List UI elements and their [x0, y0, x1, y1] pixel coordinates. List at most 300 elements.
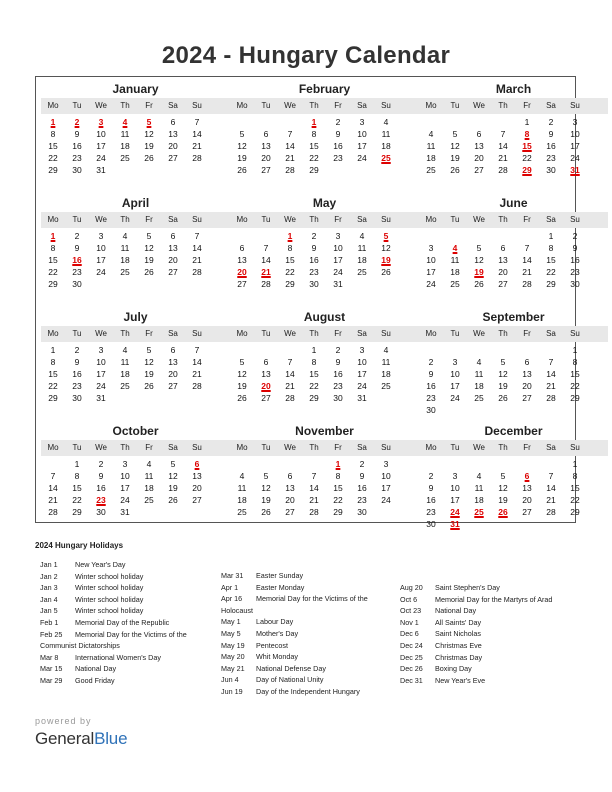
- day-cell: 23: [426, 393, 436, 403]
- day-cell: 15: [48, 255, 58, 265]
- weekday-label: Mo: [47, 443, 59, 452]
- holiday-day-cell: 20: [261, 381, 271, 391]
- weekday-label: Fr: [334, 101, 342, 110]
- holiday-day-cell: 5: [146, 117, 152, 127]
- day-cell: 22: [522, 153, 532, 163]
- day-cell: 20: [474, 153, 484, 163]
- holiday-date: May 5: [221, 628, 241, 638]
- day-cell: 29: [546, 279, 556, 289]
- weekday-label: Tu: [261, 443, 271, 452]
- holiday-entry: [40, 594, 187, 606]
- weekday-label: We: [95, 329, 107, 338]
- day-cell: 13: [522, 483, 532, 493]
- empty-day-cell: [539, 344, 563, 356]
- day-cell: 23: [72, 153, 82, 163]
- weekday-label: Su: [381, 215, 391, 224]
- month-name: May: [312, 196, 337, 210]
- day-cell: 2: [428, 471, 434, 481]
- day-cell: 28: [546, 507, 556, 517]
- day-cell: 2: [335, 117, 341, 127]
- day-cell: 18: [120, 255, 130, 265]
- day-cell: 17: [450, 495, 460, 505]
- weekday-label: Th: [498, 215, 508, 224]
- day-cell: 29: [48, 279, 58, 289]
- month-march: [419, 82, 608, 176]
- weekday-label: We: [284, 329, 296, 338]
- day-cell: 24: [357, 381, 367, 391]
- weekday-label: Th: [120, 101, 130, 110]
- day-cell: 23: [546, 153, 556, 163]
- day-cell: 16: [357, 483, 367, 493]
- weekday-label: Fr: [145, 329, 153, 338]
- day-cell: 7: [50, 471, 56, 481]
- holiday-name: Mother's Day: [256, 628, 299, 638]
- generalblue-logo[interactable]: [35, 729, 127, 749]
- day-cell: 4: [146, 459, 152, 469]
- holiday-date: Feb 1: [40, 617, 59, 627]
- holiday-date: Mar 15: [40, 664, 63, 674]
- day-cell: 15: [285, 255, 295, 265]
- holiday-entry: [221, 593, 368, 605]
- holiday-entry: [40, 582, 187, 594]
- empty-day-cell: [467, 230, 491, 242]
- month-february: [230, 82, 419, 176]
- day-cell: 12: [168, 471, 178, 481]
- month-june: [419, 196, 608, 290]
- holiday-name: New Year's Day: [75, 560, 126, 569]
- weekday-label: Su: [192, 329, 202, 338]
- day-cell: 30: [570, 279, 580, 289]
- day-cell: 21: [285, 381, 295, 391]
- brand-blue-text: Blue: [94, 729, 128, 748]
- day-cell: 15: [48, 141, 58, 151]
- weekday-header: [230, 98, 419, 114]
- day-cell: 24: [120, 495, 130, 505]
- holiday-day-cell: 2: [74, 117, 80, 127]
- day-cell: 2: [74, 345, 80, 355]
- day-cell: 9: [74, 357, 80, 367]
- day-cell: 5: [239, 129, 245, 139]
- empty-day-cell: [443, 230, 467, 242]
- holiday-name: Communist Dictatorships: [40, 641, 120, 651]
- day-cell: 9: [572, 243, 578, 253]
- day-grid: [41, 230, 230, 290]
- weekday-header: [41, 326, 230, 342]
- holiday-name: National Day: [435, 606, 477, 616]
- holiday-entry: [400, 617, 552, 629]
- holiday-date: Jun 4: [221, 675, 239, 685]
- weekday-label: We: [95, 443, 107, 452]
- holiday-date: Nov 1: [400, 617, 419, 627]
- month-august: [230, 310, 419, 404]
- holiday-day-cell: 4: [122, 117, 128, 127]
- holiday-date: Mar 29: [40, 675, 63, 685]
- holiday-day-cell: 5: [383, 231, 389, 241]
- day-cell: 18: [237, 495, 247, 505]
- day-cell: 15: [72, 483, 82, 493]
- day-cell: 5: [263, 471, 269, 481]
- day-cell: 14: [192, 357, 202, 367]
- empty-day-cell: [491, 344, 515, 356]
- empty-day-cell: [419, 116, 443, 128]
- day-cell: 22: [546, 267, 556, 277]
- empty-day-cell: [254, 116, 278, 128]
- day-cell: 25: [120, 267, 130, 277]
- holiday-day-cell: 25: [381, 153, 391, 163]
- weekday-label: Su: [570, 443, 580, 452]
- weekday-header: [230, 440, 419, 456]
- day-cell: 25: [474, 393, 484, 403]
- day-cell: 11: [474, 483, 484, 493]
- empty-day-cell: [491, 116, 515, 128]
- day-cell: 27: [168, 381, 178, 391]
- holiday-day-cell: 20: [237, 267, 247, 277]
- weekday-label: Fr: [145, 215, 153, 224]
- day-cell: 10: [333, 243, 343, 253]
- day-cell: 2: [335, 345, 341, 355]
- weekday-label: Mo: [47, 329, 59, 338]
- day-cell: 17: [381, 483, 391, 493]
- day-cell: 9: [335, 129, 341, 139]
- day-cell: 3: [572, 117, 578, 127]
- day-cell: 15: [309, 141, 319, 151]
- empty-day-cell: [230, 116, 254, 128]
- day-cell: 23: [72, 267, 82, 277]
- weekday-label: Mo: [236, 443, 248, 452]
- weekday-header: [419, 440, 608, 456]
- weekday-label: Tu: [261, 329, 271, 338]
- day-cell: 16: [570, 255, 580, 265]
- day-cell: 17: [96, 141, 106, 151]
- holiday-entry: [400, 605, 552, 617]
- day-cell: 27: [237, 279, 247, 289]
- holiday-day-cell: 19: [381, 255, 391, 265]
- day-cell: 18: [120, 369, 130, 379]
- weekday-label: Th: [498, 443, 508, 452]
- day-cell: 13: [474, 141, 484, 151]
- calendar-grid: [35, 76, 580, 529]
- day-cell: 24: [96, 153, 106, 163]
- day-cell: 13: [522, 369, 532, 379]
- day-cell: 22: [570, 381, 580, 391]
- day-cell: 30: [357, 507, 367, 517]
- day-cell: 12: [381, 243, 391, 253]
- holiday-day-cell: 8: [524, 129, 530, 139]
- day-cell: 5: [239, 357, 245, 367]
- day-cell: 11: [357, 243, 367, 253]
- month-july: [41, 310, 230, 404]
- day-cell: 10: [357, 129, 367, 139]
- weekday-label: Fr: [523, 101, 531, 110]
- day-cell: 14: [546, 483, 556, 493]
- day-cell: 30: [96, 507, 106, 517]
- holiday-name: Good Friday: [75, 675, 115, 685]
- day-cell: 29: [48, 165, 58, 175]
- day-cell: 6: [476, 129, 482, 139]
- weekday-label: Tu: [72, 329, 82, 338]
- holiday-name: Winter school holiday: [75, 583, 144, 593]
- day-cell: 22: [333, 495, 343, 505]
- holiday-day-cell: 24: [450, 507, 460, 517]
- day-cell: 9: [428, 483, 434, 493]
- day-cell: 17: [357, 141, 367, 151]
- day-cell: 10: [96, 129, 106, 139]
- day-cell: 2: [98, 459, 104, 469]
- day-cell: 9: [74, 243, 80, 253]
- holiday-name: Winter school holiday: [75, 594, 144, 604]
- day-cell: 13: [168, 357, 178, 367]
- day-cell: 12: [450, 141, 460, 151]
- empty-day-cell: [230, 344, 254, 356]
- holiday-name: International Women's Day: [75, 652, 161, 662]
- month-name: January: [112, 82, 159, 96]
- day-cell: 1: [572, 459, 578, 469]
- day-cell: 13: [192, 471, 202, 481]
- day-cell: 25: [144, 495, 154, 505]
- weekday-label: We: [284, 215, 296, 224]
- holiday-entry: [221, 651, 368, 663]
- holiday-entry: [221, 674, 368, 686]
- day-cell: 1: [311, 345, 317, 355]
- weekday-label: Mo: [47, 101, 59, 110]
- day-cell: 6: [500, 243, 506, 253]
- empty-day-cell: [419, 344, 443, 356]
- holidays-heading: 2024 Hungary Holidays: [35, 541, 124, 550]
- day-cell: 11: [450, 255, 460, 265]
- holiday-entry: [40, 675, 187, 687]
- day-cell: 14: [48, 483, 58, 493]
- holiday-date: Feb 25: [40, 629, 63, 639]
- day-cell: 24: [96, 381, 106, 391]
- holiday-date: Dec 24: [400, 640, 423, 650]
- day-cell: 27: [285, 507, 295, 517]
- day-cell: 12: [498, 369, 508, 379]
- weekday-label: We: [473, 329, 485, 338]
- day-cell: 2: [311, 231, 317, 241]
- holiday-date: Dec 31: [400, 675, 423, 685]
- day-cell: 22: [570, 495, 580, 505]
- day-cell: 29: [333, 507, 343, 517]
- weekday-label: We: [473, 215, 485, 224]
- day-cell: 29: [72, 507, 82, 517]
- weekday-header: [419, 212, 608, 228]
- month-december: [419, 424, 608, 530]
- weekday-header: [41, 212, 230, 228]
- day-cell: 10: [426, 255, 436, 265]
- day-cell: 12: [144, 129, 154, 139]
- day-cell: 13: [498, 255, 508, 265]
- holiday-name: Saint Nicholas: [435, 629, 481, 639]
- weekday-label: Mo: [425, 329, 437, 338]
- weekday-label: Tu: [72, 443, 82, 452]
- day-cell: 8: [572, 471, 578, 481]
- day-cell: 17: [120, 483, 130, 493]
- day-cell: 12: [237, 369, 247, 379]
- day-cell: 10: [96, 357, 106, 367]
- holiday-day-cell: 1: [311, 117, 317, 127]
- day-cell: 17: [426, 267, 436, 277]
- day-cell: 4: [476, 357, 482, 367]
- holiday-name: Labour Day: [256, 617, 294, 627]
- weekday-label: Sa: [168, 215, 178, 224]
- holiday-entry: [221, 663, 368, 675]
- day-cell: 29: [285, 279, 295, 289]
- day-cell: 18: [474, 495, 484, 505]
- weekday-label: Fr: [145, 443, 153, 452]
- day-cell: 19: [450, 153, 460, 163]
- day-cell: 6: [239, 243, 245, 253]
- empty-day-cell: [230, 458, 254, 470]
- day-cell: 24: [381, 495, 391, 505]
- day-cell: 6: [524, 357, 530, 367]
- holiday-date: May 1: [221, 617, 241, 627]
- holiday-entry: [40, 605, 187, 617]
- holiday-date: Jan 3: [40, 583, 58, 593]
- holiday-column: [400, 582, 552, 686]
- day-cell: 22: [48, 267, 58, 277]
- holiday-entry: [221, 570, 368, 582]
- day-cell: 26: [498, 393, 508, 403]
- holiday-name: Memorial Day of the Republic: [75, 617, 170, 627]
- day-cell: 4: [383, 117, 389, 127]
- day-cell: 14: [285, 141, 295, 151]
- day-cell: 12: [474, 255, 484, 265]
- weekday-label: We: [284, 443, 296, 452]
- day-grid: [419, 116, 608, 176]
- day-cell: 3: [359, 117, 365, 127]
- holiday-name: Saint Stephen's Day: [435, 583, 500, 592]
- day-cell: 14: [261, 255, 271, 265]
- page-title: 2024 - Hungary Calendar: [161, 42, 451, 69]
- month-name: February: [298, 82, 351, 96]
- day-cell: 19: [144, 369, 154, 379]
- day-cell: 20: [522, 381, 532, 391]
- empty-day-cell: [539, 458, 563, 470]
- holiday-name: Christmas Day: [435, 652, 483, 662]
- day-cell: 27: [192, 495, 202, 505]
- empty-day-cell: [278, 344, 302, 356]
- day-cell: 20: [285, 495, 295, 505]
- weekday-label: Fr: [523, 443, 531, 452]
- holiday-entry: [221, 640, 368, 652]
- day-cell: 14: [309, 483, 319, 493]
- day-cell: 30: [72, 165, 82, 175]
- day-cell: 7: [287, 357, 293, 367]
- day-cell: 18: [426, 153, 436, 163]
- holiday-day-cell: 26: [498, 507, 508, 517]
- day-cell: 31: [96, 393, 106, 403]
- holiday-name: Winter school holiday: [75, 606, 144, 616]
- day-cell: 2: [548, 117, 554, 127]
- day-cell: 12: [144, 243, 154, 253]
- holiday-entry: [40, 629, 187, 641]
- day-cell: 18: [450, 267, 460, 277]
- weekday-label: We: [95, 101, 107, 110]
- day-cell: 30: [72, 279, 82, 289]
- month-name: October: [112, 424, 159, 438]
- day-cell: 24: [450, 393, 460, 403]
- day-cell: 7: [311, 471, 317, 481]
- month-name: December: [484, 424, 543, 438]
- day-cell: 3: [122, 459, 128, 469]
- day-cell: 5: [452, 129, 458, 139]
- holiday-day-cell: 29: [522, 165, 532, 175]
- holiday-date: Apr 1: [221, 582, 239, 592]
- weekday-label: Tu: [261, 101, 271, 110]
- holiday-column: [221, 570, 368, 698]
- day-grid: [230, 344, 419, 404]
- day-cell: 2: [74, 231, 80, 241]
- day-cell: 30: [426, 405, 436, 415]
- day-cell: 26: [474, 279, 484, 289]
- day-cell: 29: [48, 393, 58, 403]
- month-april: [41, 196, 230, 290]
- weekday-header: [41, 440, 230, 456]
- day-cell: 3: [98, 231, 104, 241]
- day-cell: 18: [357, 255, 367, 265]
- day-cell: 10: [96, 243, 106, 253]
- day-cell: 25: [426, 165, 436, 175]
- day-cell: 5: [476, 243, 482, 253]
- weekday-label: Th: [120, 329, 130, 338]
- weekday-label: We: [473, 101, 485, 110]
- month-october: [41, 424, 230, 518]
- day-cell: 18: [474, 381, 484, 391]
- day-cell: 24: [570, 153, 580, 163]
- day-cell: 24: [333, 267, 343, 277]
- day-cell: 16: [426, 495, 436, 505]
- day-cell: 11: [474, 369, 484, 379]
- day-cell: 21: [309, 495, 319, 505]
- day-cell: 1: [524, 117, 530, 127]
- day-cell: 27: [474, 165, 484, 175]
- day-cell: 28: [285, 165, 295, 175]
- day-cell: 16: [333, 141, 343, 151]
- empty-day-cell: [254, 458, 278, 470]
- day-grid: [230, 230, 419, 290]
- day-cell: 8: [311, 129, 317, 139]
- empty-day-cell: [467, 458, 491, 470]
- day-cell: 23: [309, 267, 319, 277]
- day-cell: 1: [572, 345, 578, 355]
- holiday-day-cell: 1: [287, 231, 293, 241]
- weekday-label: Sa: [357, 215, 367, 224]
- day-cell: 19: [144, 255, 154, 265]
- holiday-day-cell: 31: [570, 165, 580, 175]
- day-cell: 15: [333, 483, 343, 493]
- holiday-name: Easter Sunday: [256, 571, 304, 580]
- holiday-name: Holocaust: [221, 605, 253, 615]
- day-cell: 11: [120, 243, 130, 253]
- empty-day-cell: [254, 230, 278, 242]
- weekday-label: Mo: [236, 215, 248, 224]
- weekday-label: Sa: [546, 101, 556, 110]
- holiday-entry: [40, 559, 187, 571]
- day-cell: 6: [170, 231, 176, 241]
- day-cell: 16: [426, 381, 436, 391]
- day-cell: 25: [450, 279, 460, 289]
- day-cell: 18: [381, 141, 391, 151]
- weekday-label: Tu: [261, 215, 271, 224]
- month-january: [41, 82, 230, 176]
- day-cell: 5: [500, 471, 506, 481]
- day-cell: 25: [381, 381, 391, 391]
- weekday-header: [419, 98, 608, 114]
- day-cell: 14: [192, 129, 202, 139]
- weekday-label: Tu: [72, 215, 82, 224]
- holiday-date: Apr 16: [221, 594, 243, 604]
- weekday-label: Su: [570, 101, 580, 110]
